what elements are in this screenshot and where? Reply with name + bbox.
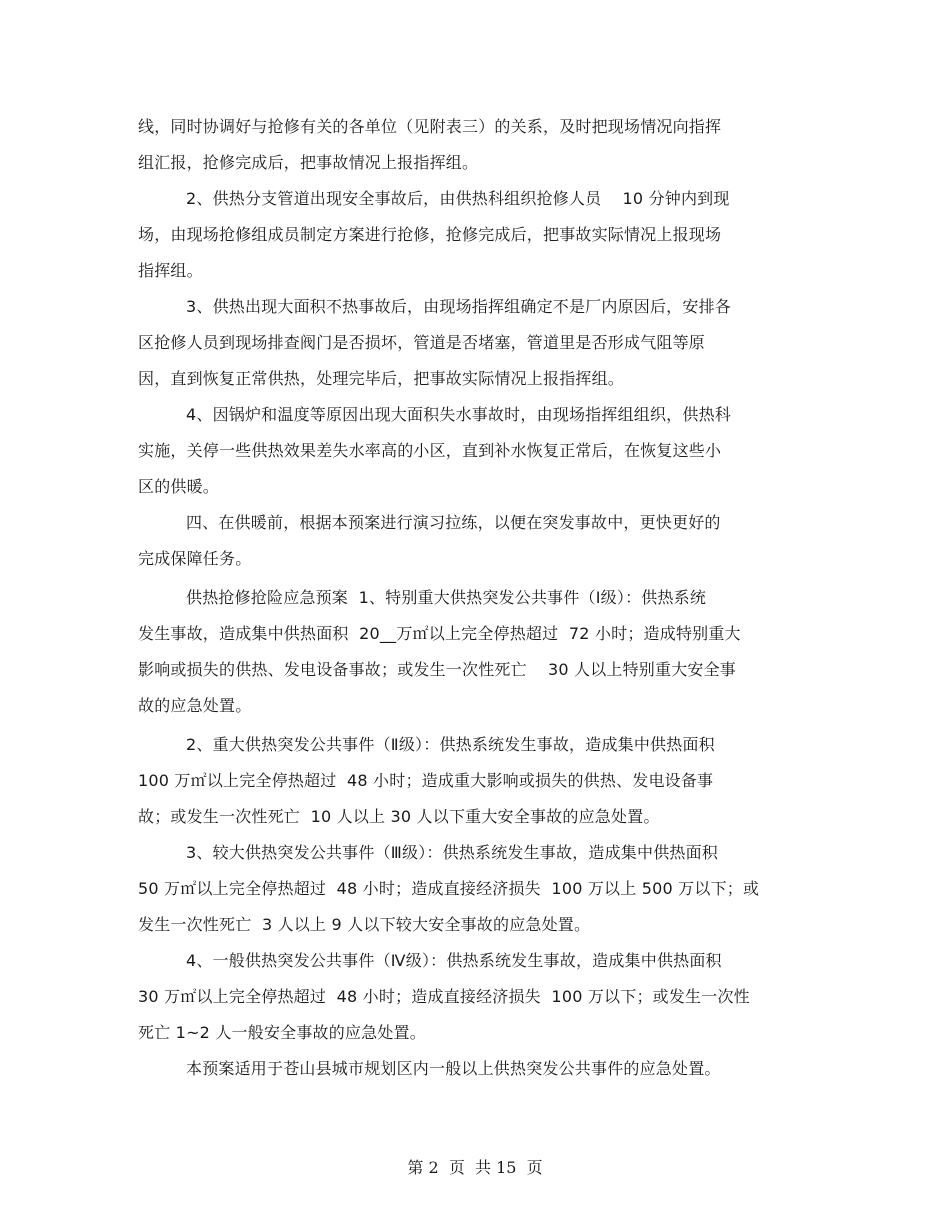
text-line: 组汇报，抢修完成后，把事故情况上报指挥组。 — [138, 153, 479, 172]
text-line: 线，同时协调好与抢修有关的各单位（见附表三）的关系，及时把现场情况向指挥 — [138, 117, 722, 136]
text-line: 50 万㎡以上完全停热超过 48 小时；造成直接经济损失 100 万以上 500 万以下；或 — [138, 879, 760, 898]
text-line: 4、因锅炉和温度等原因出现大面积失水事故时，由现场指挥组组织，供热科 — [186, 405, 731, 424]
text-line: 发生事故，造成集中供热面积 20__万㎡以上完全停热超过 72 小时；造成特别重大 — [138, 624, 741, 643]
text-line: 实施，关停一些供热效果差失水率高的小区，直到补水恢复正常后，在恢复这些小 — [138, 441, 722, 460]
text-line: 故的应急处置。 — [138, 696, 252, 715]
text-line: 4、一般供热突发公共事件（Ⅳ级）：供热系统发生事故，造成集中供热面积 — [186, 951, 722, 970]
text-line: 区抢修人员到现场排查阀门是否损坏，管道是否堵塞，管道里是否形成气阻等原 — [138, 333, 706, 352]
text-line: 3、较大供热突发公共事件（Ⅲ级）：供热系统发生事故，造成集中供热面积 — [186, 843, 719, 862]
text-line: 四、在供暖前，根据本预案进行演习拉练，以便在突发事故中，更快更好的 — [186, 513, 721, 532]
text-line: 指挥组。 — [138, 261, 203, 280]
text-line: 发生一次性死亡 3 人以上 9 人以下较大安全事故的应急处置。 — [138, 915, 591, 934]
text-line: 因，直到恢复正常供热，处理完毕后，把事故实际情况上报指挥组。 — [138, 369, 625, 388]
text-line: 100 万㎡以上完全停热超过 48 小时；造成重大影响或损失的供热、发电设备事 — [138, 771, 714, 790]
text-line: 30 万㎡以上完全停热超过 48 小时；造成直接经济损失 100 万以下；或发生一次性 — [138, 987, 750, 1006]
text-line: 故；或发生一次性死亡 10 人以上 30 人以下重大安全事故的应急处置。 — [138, 807, 660, 826]
page-footer: 第 2 页 共 15 页 — [407, 1158, 543, 1177]
text-line: 本预案适用于苍山县城市规划区内一般以上供热突发公共事件的应急处置。 — [186, 1059, 721, 1078]
text-line: 2、供热分支管道出现安全事故后，由供热科组织抢修人员 10 分钟内到现 — [186, 189, 730, 208]
text-line: 3、供热出现大面积不热事故后，由现场指挥组确定不是厂内原因后，安排各 — [186, 297, 731, 316]
text-line: 死亡 1~2 人一般安全事故的应急处置。 — [138, 1023, 426, 1042]
text-line: 2、重大供热突发公共事件（Ⅱ级）：供热系统发生事故，造成集中供热面积 — [186, 735, 715, 754]
text-line: 影响或损失的供热、发电设备事故；或发生一次性死亡 30 人以上特别重大安全事 — [138, 660, 736, 679]
text-line: 场，由现场抢修组成员制定方案进行抢修，抢修完成后，把事故实际情况上报现场 — [138, 225, 722, 244]
text-line: 完成保障任务。 — [138, 549, 252, 568]
text-line: 供热抢修抢险应急预案 1、特别重大供热突发公共事件（Ⅰ级）：供热系统 — [186, 588, 707, 607]
text-line: 区的供暖。 — [138, 477, 220, 496]
